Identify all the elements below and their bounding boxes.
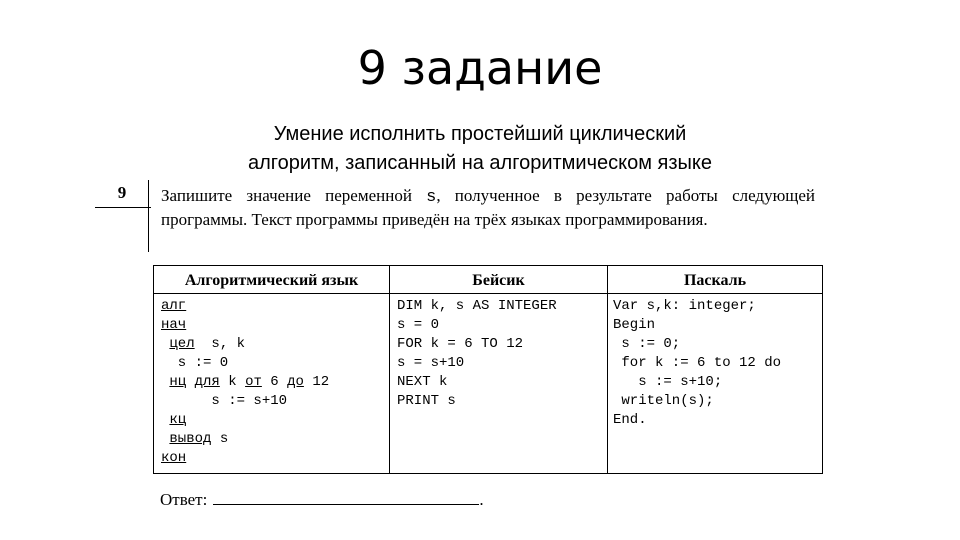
algo-text: s xyxy=(211,431,229,447)
answer-blank-line xyxy=(213,504,479,505)
task-text-after: , полученное в результате работы следующей программы. Текст программы приведён на трёх языках программирования. xyxy=(161,186,816,229)
basic-header: Бейсик xyxy=(390,266,607,294)
algo-code xyxy=(154,294,389,468)
task-text-before: Запишите значение переменной xyxy=(161,186,427,205)
slide-subtitle xyxy=(0,120,960,178)
algo-line xyxy=(161,430,389,449)
pascal-line: End. xyxy=(613,412,647,428)
basic-line: DIM k, s AS INTEGER xyxy=(397,298,557,314)
algo-line xyxy=(161,316,389,335)
subtitle-line: Умение исполнить простейший циклический xyxy=(273,123,687,145)
algo-keyword: от xyxy=(245,374,262,390)
slide-title: 9 задание xyxy=(357,41,603,95)
algo-keyword: цел xyxy=(169,336,195,352)
program-table xyxy=(153,265,823,474)
pascal-column xyxy=(608,266,822,473)
pascal-line: Begin xyxy=(613,317,656,333)
basic-line: FOR k = 6 TO 12 xyxy=(397,336,524,352)
algo-line xyxy=(161,411,389,430)
basic-line: NEXT k xyxy=(397,374,448,390)
algo-line: s := s+10 xyxy=(161,393,288,409)
pascal-line: s := s+10; xyxy=(613,374,723,390)
algo-text: s, k xyxy=(194,336,246,352)
pascal-line: for k := 6 to 12 do xyxy=(613,355,782,371)
algo-keyword: нц xyxy=(169,374,187,390)
algo-keyword: кц xyxy=(169,412,187,428)
algo-keyword: до xyxy=(287,374,304,390)
algo-column xyxy=(154,266,390,473)
task-number: 9 xyxy=(117,183,127,202)
task-divider xyxy=(148,180,149,252)
pascal-header: Паскаль xyxy=(608,266,822,294)
algo-keyword: нач xyxy=(161,317,187,333)
basic-code xyxy=(390,294,607,411)
algo-line xyxy=(161,449,389,468)
basic-line: s = s+10 xyxy=(397,355,465,371)
algo-keyword: кон xyxy=(161,450,187,466)
task-statement xyxy=(161,185,815,231)
answer-suffix: . xyxy=(479,490,484,509)
pascal-line: writeln(s); xyxy=(613,393,714,409)
pascal-line: s := 0; xyxy=(613,336,681,352)
answer-label: Ответ: xyxy=(160,490,208,509)
pascal-line: Var s,k: integer; xyxy=(613,298,756,314)
task-var-name: s xyxy=(426,188,437,207)
task-number-underline xyxy=(95,207,151,208)
basic-line: s = 0 xyxy=(397,317,440,333)
algo-keyword: алг xyxy=(161,298,187,314)
algo-text: k xyxy=(228,374,237,390)
algo-keyword: вывод xyxy=(169,431,212,447)
basic-column xyxy=(390,266,608,473)
algo-text: 6 xyxy=(270,374,279,390)
basic-line: PRINT s xyxy=(397,393,456,409)
algo-line: s := 0 xyxy=(161,355,229,371)
pascal-code xyxy=(608,294,822,430)
answer-row xyxy=(160,490,484,510)
algo-text: 12 xyxy=(312,374,330,390)
algo-line xyxy=(161,373,389,392)
algo-line xyxy=(161,335,389,354)
algo-keyword: для xyxy=(194,374,220,390)
algo-line xyxy=(161,297,389,316)
subtitle-line: алгоритм, записанный на алгоритмическом языке xyxy=(248,152,712,174)
algo-header: Алгоритмический язык xyxy=(154,266,389,294)
